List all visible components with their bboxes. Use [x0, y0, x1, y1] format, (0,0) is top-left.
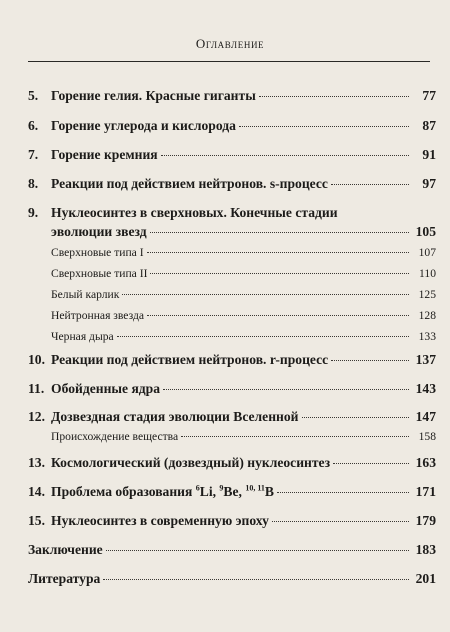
dot-leader [239, 126, 409, 127]
entry-page: 171 [415, 484, 436, 499]
entry-number: 11. [28, 381, 45, 396]
entry-title: Литература [28, 571, 101, 586]
dot-leader [163, 389, 409, 390]
entry-number: 13. [28, 455, 45, 470]
entry-page: 128 [418, 309, 436, 322]
dot-leader [117, 336, 409, 337]
entry-page: 105 [415, 224, 436, 239]
toc-subentry-supernova-2[interactable] [28, 267, 436, 280]
toc-entry-8[interactable] [28, 176, 436, 192]
dot-leader [161, 155, 409, 156]
entry-page: 201 [415, 571, 436, 586]
entry-title: Дозвездная стадия эволюции Вселенной [51, 409, 299, 424]
toc-entry-10[interactable] [28, 352, 436, 368]
entry-title: Горение кремния [51, 147, 158, 162]
entry-page: 137 [415, 352, 436, 367]
entry-page: 179 [415, 513, 436, 528]
dot-leader [331, 184, 409, 185]
dot-leader [106, 550, 409, 551]
entry-title: Проблема образования $^6$Li, $^9$Be, $^{10, 11}$B [51, 483, 274, 499]
entry-title: Происхождение вещества [51, 430, 179, 443]
entry-page: 143 [415, 381, 436, 396]
toc-entry-literature[interactable] [28, 571, 436, 587]
dot-leader [277, 492, 409, 493]
entry-number: 12. [28, 409, 45, 424]
toc-entry-7[interactable] [28, 147, 436, 163]
dot-leader [333, 463, 409, 464]
entry-title: Нуклеосинтез в сверхновых. Конечные стадии [51, 205, 338, 220]
entry-page: 158 [418, 430, 436, 443]
toc-entry-12[interactable] [28, 409, 436, 425]
entry-title: Сверхновые типа I [51, 246, 144, 259]
toc-entry-6[interactable] [28, 118, 436, 134]
toc-entry-5[interactable] [28, 88, 436, 104]
toc-subentry-black-hole[interactable] [28, 330, 436, 343]
toc-entry-9-line2[interactable] [28, 224, 436, 240]
entry-number: 6. [28, 118, 39, 133]
entry-number: 5. [28, 88, 39, 103]
dot-leader [259, 96, 409, 97]
dot-leader [122, 294, 409, 295]
dot-leader [181, 436, 409, 437]
entry-number: 10. [28, 352, 45, 367]
entry-number: 7. [28, 147, 39, 162]
entry-page: 77 [422, 88, 436, 103]
entry-page: 110 [419, 267, 436, 280]
entry-page: 147 [415, 409, 436, 424]
dot-leader [147, 252, 409, 253]
toc-subentry-white-dwarf[interactable] [28, 288, 436, 301]
entry-title: Черная дыра [51, 330, 114, 343]
entry-title: Обойденные ядра [51, 381, 161, 396]
entry-title: Нейтронная звезда [51, 309, 144, 322]
entry-title: Белый карлик [51, 288, 120, 301]
dot-leader [150, 232, 409, 233]
toc-entry-15[interactable] [28, 513, 436, 529]
toc-entry-11[interactable] [28, 381, 436, 397]
entry-title: Космологический (дозвездный) нуклеосинтез [51, 455, 331, 470]
dot-leader [150, 273, 409, 274]
toc-subentry-supernova-1[interactable] [28, 246, 436, 259]
dot-leader [302, 417, 409, 418]
dot-leader [331, 360, 409, 361]
entry-page: 87 [422, 118, 436, 133]
toc-subentry-origin-of-matter[interactable] [28, 430, 436, 443]
header-rule [28, 61, 430, 62]
toc-entry-13[interactable] [28, 455, 436, 471]
entry-page: 133 [418, 330, 436, 343]
page-header: Оглавление [195, 36, 265, 51]
entry-title: Нуклеосинтез в современную эпоху [51, 513, 269, 528]
entry-title: Сверхновые типа II [51, 267, 148, 280]
entry-number: 8. [28, 176, 39, 191]
entry-title: Горение углерода и кислорода [51, 118, 236, 133]
dot-leader [103, 579, 409, 580]
entry-page: 125 [418, 288, 436, 301]
entry-title: Заключение [28, 542, 103, 557]
dot-leader [147, 315, 409, 316]
toc-entry-14[interactable] [28, 484, 436, 500]
entry-page: 107 [418, 246, 436, 259]
entry-number: 14. [28, 484, 45, 499]
entry-page: 183 [415, 542, 436, 557]
entry-title: Горение гелия. Красные гиганты [51, 88, 256, 103]
entry-title: Реакции под действием нейтронов. r-процесс [51, 352, 329, 367]
toc-entry-conclusion[interactable] [28, 542, 436, 558]
toc-entry-9-line1[interactable] [28, 205, 436, 221]
entry-number: 15. [28, 513, 45, 528]
entry-page: 91 [422, 147, 436, 162]
toc-subentry-neutron-star[interactable] [28, 309, 436, 322]
entry-title-continued: эволюции звезд [51, 224, 147, 239]
dot-leader [272, 521, 409, 522]
entry-number: 9. [28, 205, 39, 220]
entry-title: Реакции под действием нейтронов. s-процесс [51, 176, 328, 191]
entry-page: 97 [422, 176, 436, 191]
entry-page: 163 [415, 455, 436, 470]
